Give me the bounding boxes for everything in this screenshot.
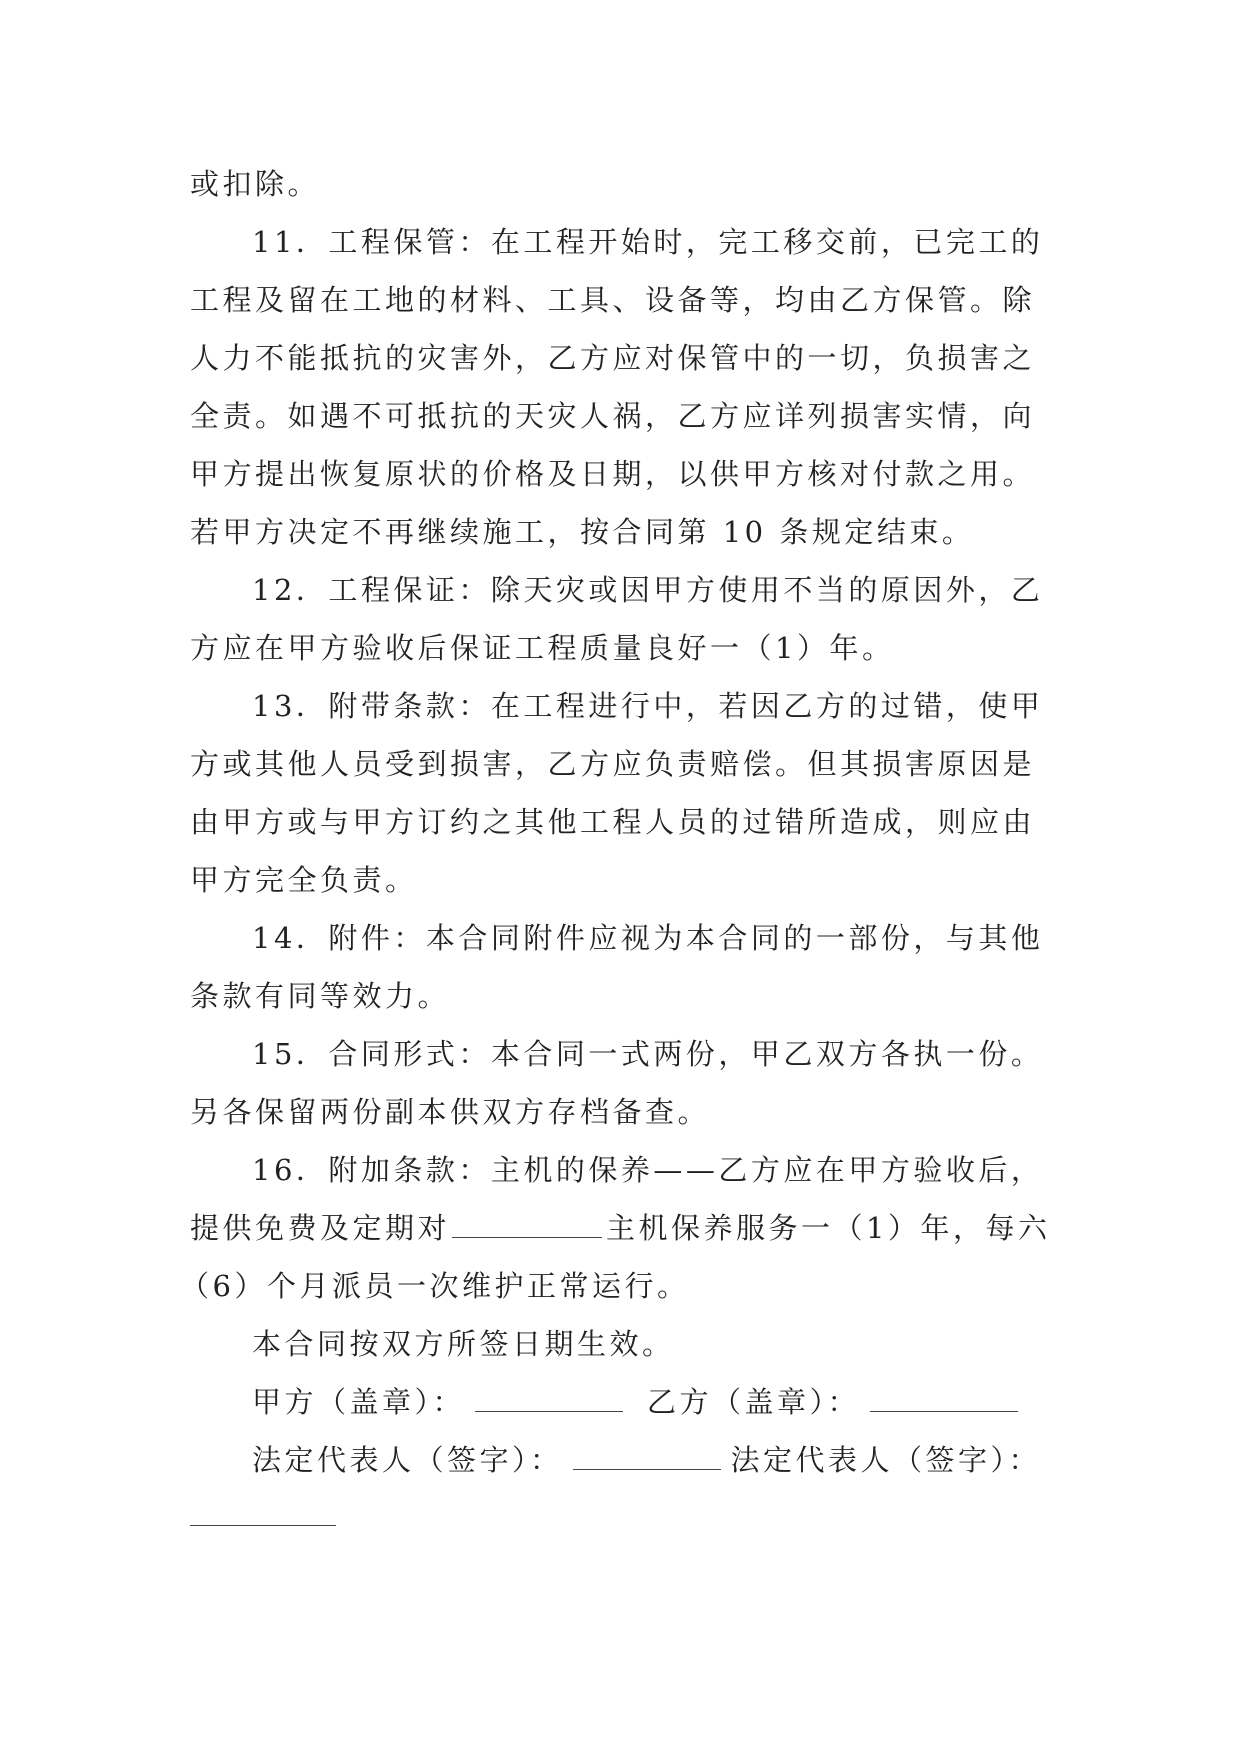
text-line: 或扣除。 bbox=[190, 167, 321, 201]
text-line: 方应在甲方验收后保证工程质量良好一（1）年。 bbox=[190, 631, 895, 665]
effective-clause: 本合同按双方所签日期生效。 bbox=[252, 1327, 675, 1361]
text-line: 方或其他人员受到损害，乙方应负责赔偿。但其损害原因是 bbox=[190, 747, 1036, 781]
text-line: 若甲方决定不再继续施工，按合同第 10 条规定结束。 bbox=[190, 515, 975, 549]
party-b-seal-label: 乙方（盖章）： bbox=[647, 1385, 861, 1419]
clause-15-line: 15．合同形式：本合同一式两份，甲乙双方各执一份。 bbox=[252, 1037, 1044, 1071]
party-b-rep-label: 法定代表人（签字）： bbox=[730, 1443, 1042, 1477]
clause-13-line: 13．附带条款：在工程进行中，若因乙方的过错，使甲 bbox=[252, 689, 1044, 723]
text-line: 由甲方或与甲方订约之其他工程人员的过错所造成，则应由 bbox=[190, 805, 1036, 839]
clause-11-line: 11．工程保管：在工程开始时，完工移交前，已完工的 bbox=[252, 225, 1044, 259]
text-line: 条款有同等效力。 bbox=[190, 979, 451, 1013]
text-line: 全责。如遇不可抵抗的天灾人祸，乙方应详列损害实情，向 bbox=[190, 399, 1036, 433]
party-a-rep-label: 法定代表人（签字）： bbox=[252, 1443, 563, 1477]
text-segment: 提供免费及定期对 bbox=[190, 1211, 451, 1245]
text-line: 另各保留两份副本供双方存档备查。 bbox=[190, 1095, 711, 1129]
party-a-rep-blank bbox=[573, 1437, 721, 1470]
party-a-seal-blank bbox=[475, 1379, 623, 1412]
text-line: 人力不能抵抗的灾害外，乙方应对保管中的一切，负损害之 bbox=[190, 341, 1036, 375]
text-segment: 主机保养服务一（1）年，每六 bbox=[606, 1211, 1051, 1245]
clause-16-line: 16．附加条款：主机的保养——乙方应在甲方验收后， bbox=[252, 1153, 1044, 1187]
party-b-rep-blank bbox=[190, 1525, 336, 1528]
party-a-seal-label: 甲方（盖章）： bbox=[252, 1385, 466, 1419]
seal-line bbox=[252, 1373, 1132, 1431]
blank-field bbox=[452, 1205, 602, 1238]
clause-16-fill-line bbox=[190, 1199, 1070, 1257]
clause-12-line: 12．工程保证：除天灾或因甲方使用不当的原因外，乙 bbox=[252, 573, 1044, 607]
text-line: 甲方完全负责。 bbox=[190, 863, 418, 897]
party-b-seal-blank bbox=[870, 1379, 1018, 1412]
text-line: 甲方提出恢复原状的价格及日期，以供甲方核对付款之用。 bbox=[190, 457, 1036, 491]
clause-14-line: 14．附件：本合同附件应视为本合同的一部份，与其他 bbox=[252, 921, 1044, 955]
text-line: 工程及留在工地的材料、工具、设备等，均由乙方保管。除 bbox=[190, 283, 1036, 317]
text-line: （6）个月派员一次维护正常运行。 bbox=[180, 1269, 690, 1303]
signature-line bbox=[252, 1431, 1132, 1489]
